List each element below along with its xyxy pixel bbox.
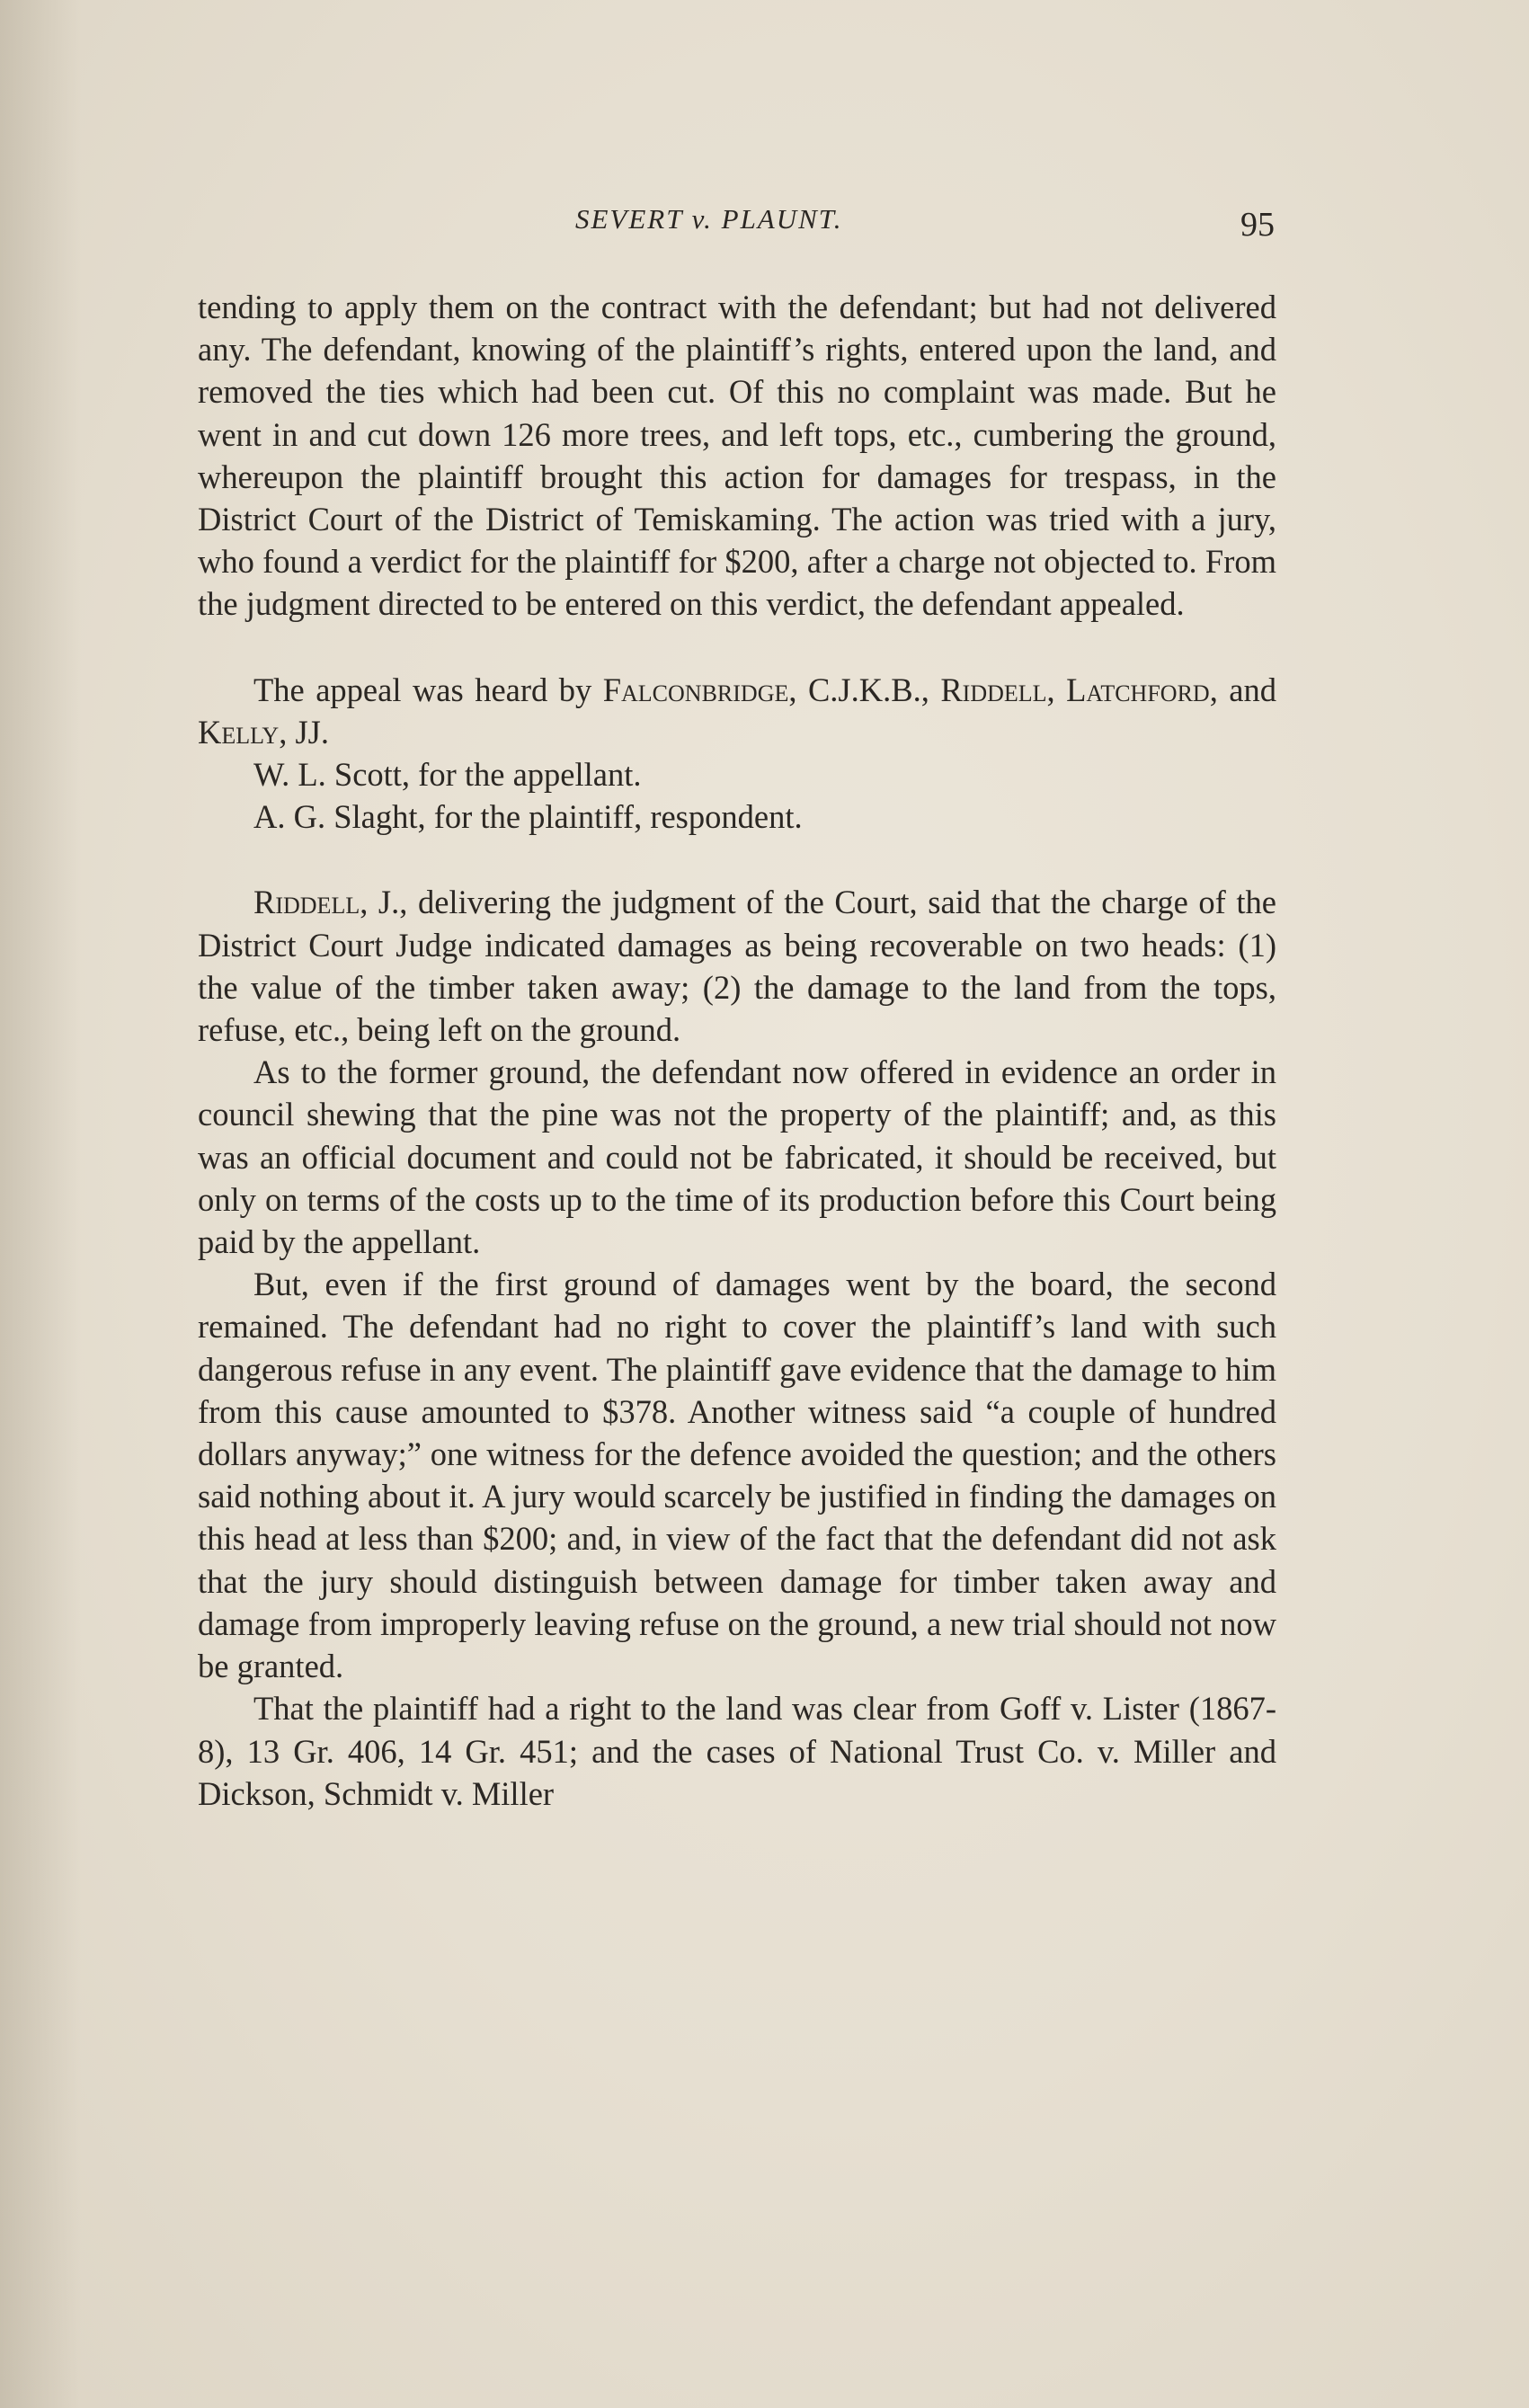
running-title: SEVERT v. PLAUNT. — [575, 203, 843, 235]
paragraph-second-ground: But, even if the first ground of damages went by the board, the second remained. The defendant had no right to cover the plaintiff’s land with such dangerous refuse in any event. The plaintiff gave evidence that the damage to him from this cause amounted to $378. Another witness said “a couple of hundred dollars anyway;” one witness for the defence avoided the question; and the others said nothing about it. A jury would scarcely be justified in finding the damages on this head at less than $200; and, in view of the fact that the defendant did not ask that the jury should distinguish between damage for timber taken away and damage from improperly leaving refuse on the ground, a new trial should not now be granted. — [198, 1266, 1276, 1685]
judge-name: Kelly — [198, 713, 280, 751]
judge-name: Latchford — [1066, 671, 1210, 708]
heard-separator: , and — [1209, 671, 1276, 708]
heard-prefix: The appeal was heard by — [253, 671, 603, 708]
judge-name: Riddell — [940, 671, 1047, 708]
binding-shadow — [0, 0, 81, 2408]
paragraph-facts: tending to apply them on the contract with the defendant; but had not delivered any. The defendant, knowing of the plaintiff’s rights, entered upon the land, and removed the ties which had been cut. Of this no complaint was made. But he went in and cut down 126 more trees, and left tops, etc., cumbering the ground, whereupon the plaintiff brought this action for damages for trespass, in the District Court of the District of Temiskaming. The action was tried with a jury, who found a verdict for the plaintiff for $200, after a charge not objected to. From the judgment directed to be entered on this verdict, the defendant appealed. — [198, 289, 1276, 623]
body-text — [198, 286, 1276, 1815]
counsel-appellant: W. L. Scott, for the appellant. — [253, 756, 642, 794]
section-gap — [198, 626, 1276, 669]
page-number: 95 — [1240, 206, 1275, 244]
judge-name: Riddell — [253, 884, 360, 921]
section-gap — [198, 838, 1276, 881]
paragraph-former-ground: As to the former ground, the defendant now offered in evidence an order in council shewing that the pine was not the property of the plaintiff; and, as this was an official document and could not be fabricated, it should be received, but only on terms of the costs up to the time of its production before this Court being paid by the appellant. — [198, 1053, 1276, 1261]
heard-suffix: , JJ. — [279, 713, 329, 751]
judgment-text: , J., delivering the judgment of the Court, said that the charge of the District Court Judge indicated damages as being recoverable on two heads: (1) the value of the timber taken away; (2) the damage to the land from the tops, refuse, etc., being left on the ground. — [198, 884, 1276, 1049]
counsel-respondent: A. G. Slaght, for the plaintiff, respondent. — [253, 798, 803, 836]
heard-separator: , — [1046, 671, 1067, 708]
paragraph-judgment — [198, 881, 1276, 1051]
heard-separator: , C.J.K.B., — [788, 671, 941, 708]
paragraph-heard-by — [198, 669, 1276, 753]
running-head — [0, 198, 1529, 252]
paragraph-plaintiff-right: That the plaintiff had a right to the land was clear from Goff v. Lister (1867-8), 13 Gr. 406, 14 Gr. 451; and the cases of National Trust Co. v. Miller and Dickson, Schmidt v. Miller — [198, 1690, 1276, 1812]
judge-name: Falconbridge — [602, 671, 789, 708]
